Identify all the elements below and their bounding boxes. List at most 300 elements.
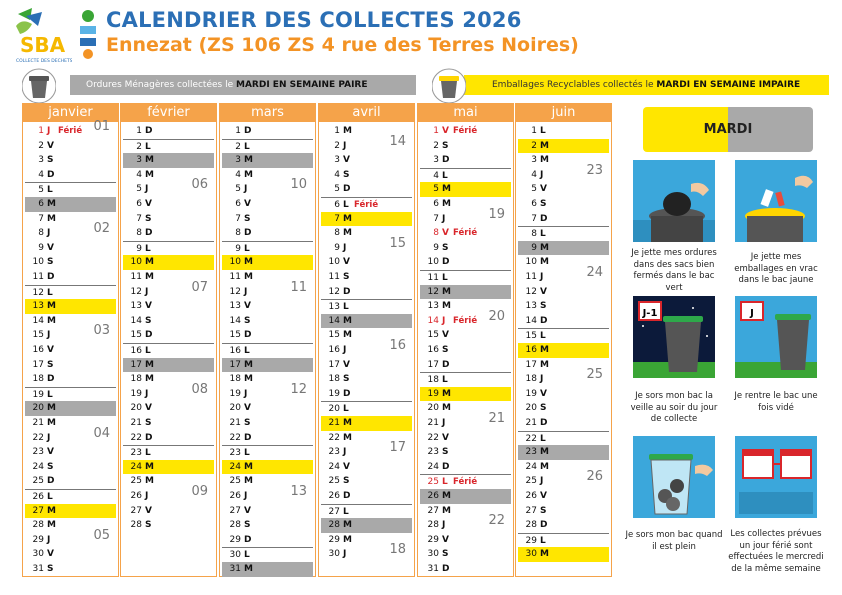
day-number: 12 — [525, 286, 537, 297]
day-letter: V — [540, 388, 547, 399]
caption-bac-plein: Je sors mon bac quand il est plein — [625, 530, 723, 552]
day-number: 12 — [229, 286, 241, 297]
day-number: 24 — [427, 461, 439, 472]
day-row — [518, 265, 609, 285]
day-row — [25, 168, 116, 183]
day-row — [321, 182, 412, 197]
day-number: 5 — [433, 184, 439, 195]
day-row — [420, 533, 511, 548]
day-number: 21 — [32, 418, 44, 428]
day-row — [25, 401, 116, 416]
day-number: 27 — [328, 506, 340, 517]
day-letter: M — [343, 213, 352, 224]
day-row — [321, 416, 412, 431]
day-row — [222, 197, 313, 212]
day-number: 9 — [38, 242, 44, 253]
legend-ordures — [70, 75, 416, 95]
day-row — [420, 270, 511, 286]
month-1 — [120, 103, 217, 577]
day-row — [25, 153, 116, 168]
day-letter: V — [540, 286, 547, 297]
day-letter: J — [540, 476, 544, 487]
day-row — [518, 139, 609, 154]
day-letter: M — [442, 286, 451, 297]
day-row — [420, 255, 511, 270]
month-4 — [417, 103, 514, 577]
day-letter: L — [145, 448, 151, 459]
day-number: 16 — [229, 346, 241, 356]
day-letter: S — [540, 199, 547, 209]
day-letter: M — [47, 213, 56, 224]
day-number: 17 — [130, 359, 142, 370]
day-number: 5 — [136, 184, 142, 195]
day-row — [420, 343, 511, 358]
day-letter: S — [145, 418, 152, 428]
day-letter: L — [47, 287, 53, 298]
day-letter: D — [540, 418, 548, 428]
week-number: 24 — [586, 265, 603, 280]
day-letter: M — [442, 505, 451, 516]
day-letter: L — [442, 273, 448, 283]
day-number: 27 — [130, 505, 142, 516]
week-number: 17 — [389, 440, 406, 456]
day-letter: J — [244, 184, 248, 195]
day-row — [321, 168, 412, 183]
day-letter: V — [343, 359, 350, 370]
day-row — [222, 445, 313, 461]
day-row — [222, 255, 313, 270]
day-letter: V — [47, 447, 54, 458]
day-number: 26 — [328, 491, 340, 501]
day-letter: J — [47, 228, 51, 239]
day-row — [222, 226, 313, 241]
page-subtitle: Ennezat (ZS 106 ZS 4 rue des Terres Noires) — [106, 34, 579, 56]
day-row — [25, 445, 116, 460]
day-letter: L — [145, 243, 151, 254]
caption-recyclables: Je jette mes emballages en vrac dans le bac jaune — [734, 252, 818, 285]
day-letter: S — [47, 461, 54, 472]
week-number: 02 — [93, 221, 110, 237]
day-row — [518, 504, 609, 519]
day-letter: J — [343, 140, 347, 151]
day-number: 12 — [328, 286, 340, 297]
day-row — [25, 139, 116, 154]
day-letter: S — [442, 549, 449, 560]
day-number: 8 — [136, 228, 142, 239]
day-letter: S — [343, 374, 350, 385]
day-number: 18 — [229, 374, 241, 385]
day-number: 16 — [32, 345, 44, 355]
day-number: 16 — [525, 345, 537, 355]
day-number: 9 — [334, 242, 340, 253]
day-row — [25, 474, 116, 489]
day-number: 15 — [32, 330, 44, 341]
day-number: 1 — [136, 126, 142, 136]
day-number: 8 — [334, 228, 340, 239]
day-number: 21 — [328, 418, 340, 428]
week-number: 22 — [488, 513, 505, 529]
month-header: mai — [418, 104, 513, 122]
day-number: 17 — [525, 359, 537, 370]
day-number: 26 — [130, 491, 142, 501]
day-row — [123, 153, 214, 168]
logo-text: SBA — [20, 33, 66, 57]
day-row — [518, 162, 609, 183]
day-number: 7 — [235, 213, 241, 224]
day-row — [222, 484, 313, 504]
day-number: 23 — [130, 448, 142, 459]
day-number: 1 — [235, 126, 241, 136]
week-number: 26 — [586, 469, 603, 485]
day-number: 22 — [229, 432, 241, 443]
day-number: 22 — [328, 432, 340, 443]
day-number: 17 — [32, 359, 44, 370]
day-number: 6 — [235, 199, 241, 209]
day-letter: S — [442, 447, 449, 458]
day-number: 26 — [32, 492, 44, 502]
day-number: 2 — [334, 140, 340, 151]
caption-rentrer-bac: Je rentre le bac une fois vidé — [734, 391, 818, 413]
day-row — [518, 328, 609, 344]
day-row — [321, 358, 412, 373]
day-number: 28 — [525, 520, 537, 531]
day-number: 6 — [136, 199, 142, 209]
day-letter: J — [47, 432, 51, 443]
day-number: 23 — [427, 447, 439, 458]
day-row — [25, 197, 116, 212]
day-number: 15 — [328, 330, 340, 341]
day-letter: M — [343, 432, 352, 443]
day-number: 11 — [130, 272, 142, 282]
day-number: 18 — [427, 375, 439, 386]
day-number: 23 — [229, 448, 241, 459]
day-letter: L — [540, 433, 546, 444]
day-number: 12 — [32, 287, 44, 298]
day-letter: V — [442, 228, 449, 239]
day-row — [420, 168, 511, 184]
day-number: 11 — [525, 272, 537, 282]
day-number: 31 — [32, 564, 44, 574]
day-row — [25, 425, 116, 446]
day-number: 17 — [427, 359, 439, 370]
day-letter: V — [244, 505, 251, 516]
day-number: 16 — [328, 345, 340, 355]
day-number: 3 — [136, 155, 142, 166]
day-letter: J — [343, 447, 347, 458]
day-letter: J — [244, 388, 248, 399]
day-number: 14 — [32, 315, 44, 326]
day-letter: M — [145, 169, 154, 180]
day-letter: S — [244, 315, 251, 326]
day-letter: D — [47, 374, 55, 385]
day-letter: V — [145, 403, 152, 414]
day-row — [518, 533, 609, 549]
day-number: 2 — [433, 140, 439, 151]
day-letter: V — [145, 505, 152, 516]
day-letter: M — [244, 564, 253, 574]
month-5 — [515, 103, 612, 577]
recyclables-illustration — [735, 160, 817, 242]
day-letter: V — [145, 301, 152, 312]
collection-day-label: MARDI — [703, 122, 753, 137]
day-letter: V — [442, 126, 449, 136]
holiday-label: Férié — [453, 315, 478, 326]
day-row — [25, 255, 116, 270]
day-number: 1 — [433, 126, 439, 136]
day-number: 8 — [38, 228, 44, 239]
day-letter: J — [145, 286, 149, 297]
day-letter: V — [47, 140, 54, 151]
day-number: 5 — [38, 185, 44, 196]
day-letter: J — [145, 491, 149, 501]
day-number: 2 — [531, 140, 537, 151]
week-number: 09 — [191, 484, 208, 499]
week-number: 23 — [586, 162, 603, 178]
day-number: 14 — [229, 315, 241, 326]
day-number: 16 — [130, 346, 142, 356]
day-row — [420, 153, 511, 168]
day-number: 8 — [235, 228, 241, 239]
day-row — [518, 226, 609, 242]
day-number: 11 — [32, 272, 44, 282]
day-row — [222, 328, 313, 343]
day-row — [123, 255, 214, 270]
day-letter: M — [540, 242, 549, 253]
day-row — [123, 226, 214, 241]
day-letter: J — [442, 520, 446, 531]
month-0 — [22, 103, 119, 577]
day-letter: L — [442, 375, 448, 386]
day-number: 31 — [229, 564, 241, 574]
day-number: 7 — [334, 213, 340, 224]
day-number: 7 — [433, 213, 439, 224]
day-row — [123, 518, 214, 533]
day-number: 7 — [531, 213, 537, 224]
day-letter: M — [343, 315, 352, 326]
legend-recyclables-text: Emballages Recyclables collectés le — [492, 80, 657, 90]
day-letter: M — [145, 272, 154, 282]
day-number: 28 — [32, 520, 44, 531]
day-number: 10 — [32, 257, 44, 268]
day-number: 3 — [433, 155, 439, 166]
day-number: 2 — [136, 141, 142, 152]
day-row — [420, 124, 511, 139]
day-number: 16 — [427, 345, 439, 355]
day-letter: M — [540, 359, 549, 370]
day-number: 13 — [525, 301, 537, 312]
day-number: 22 — [32, 432, 44, 443]
day-number: 15 — [427, 330, 439, 341]
day-letter: M — [145, 257, 154, 268]
day-letter: M — [442, 301, 451, 312]
bin-night-illustration — [633, 296, 715, 378]
day-number: 25 — [32, 476, 44, 487]
day-number: 10 — [525, 257, 537, 268]
day-number: 5 — [235, 184, 241, 195]
day-row — [518, 518, 609, 533]
week-number: 10 — [290, 177, 307, 193]
day-number: 23 — [525, 447, 537, 458]
day-letter: D — [244, 432, 252, 443]
bin-return-illustration — [735, 296, 817, 378]
day-letter: D — [442, 359, 450, 370]
day-letter: V — [442, 330, 449, 341]
day-number: 17 — [328, 359, 340, 370]
day-letter: L — [244, 448, 250, 459]
day-letter: M — [145, 374, 154, 385]
day-number: 29 — [525, 535, 537, 546]
day-letter: L — [540, 126, 546, 136]
sba-logo — [12, 6, 72, 64]
day-row — [518, 182, 609, 197]
day-letter: D — [343, 184, 351, 195]
day-letter: M — [47, 403, 56, 414]
day-row — [123, 177, 214, 197]
day-letter: D — [244, 534, 252, 545]
day-row — [321, 255, 412, 270]
day-number: 30 — [229, 550, 241, 561]
day-row — [222, 212, 313, 227]
day-row — [222, 343, 313, 359]
day-row — [25, 343, 116, 358]
day-number: 28 — [130, 520, 142, 531]
day-letter: M — [244, 257, 253, 268]
page-title: CALENDRIER DES COLLECTES 2026 — [106, 8, 522, 32]
day-letter: M — [47, 520, 56, 531]
day-letter: J — [442, 315, 446, 326]
day-row — [123, 343, 214, 359]
day-number: 22 — [427, 432, 439, 443]
week-number: 01 — [93, 119, 110, 134]
day-letter: M — [244, 461, 253, 472]
day-row — [321, 212, 412, 227]
grey-bin-icon — [22, 68, 56, 104]
day-row — [321, 270, 412, 285]
day-row — [222, 381, 313, 402]
day-row — [321, 504, 412, 520]
day-number: 7 — [136, 213, 142, 224]
day-number: 5 — [531, 184, 537, 195]
day-number: 2 — [38, 140, 44, 151]
day-row — [123, 314, 214, 329]
day-letter: L — [47, 492, 53, 502]
day-number: 19 — [427, 388, 439, 399]
month-header: janvier — [23, 104, 118, 122]
logo-subtext: COLLECTE DES DECHETS — [16, 59, 72, 64]
day-row — [321, 133, 412, 154]
day-row — [25, 387, 116, 403]
day-number: 4 — [235, 169, 241, 180]
day-row — [25, 299, 116, 314]
day-row — [420, 411, 511, 431]
day-row — [420, 562, 511, 577]
day-row — [222, 177, 313, 197]
day-number: 6 — [38, 199, 44, 209]
day-letter: S — [47, 155, 54, 166]
week-number: 18 — [389, 542, 406, 558]
day-letter: J — [442, 213, 446, 224]
day-letter: J — [442, 418, 446, 428]
holiday-label: Férié — [453, 126, 478, 136]
day-number: 23 — [32, 447, 44, 458]
day-letter: M — [540, 447, 549, 458]
week-number: 12 — [290, 381, 307, 397]
day-letter: L — [145, 346, 151, 356]
week-number: 05 — [93, 527, 110, 543]
day-row — [420, 139, 511, 154]
week-number: 04 — [93, 425, 110, 441]
day-number: 28 — [229, 520, 241, 531]
day-row — [123, 241, 214, 257]
day-letter: S — [343, 169, 350, 180]
day-row — [321, 372, 412, 387]
day-letter: J — [47, 330, 51, 341]
day-letter: D — [343, 491, 351, 501]
day-row — [222, 533, 313, 548]
day-number: 7 — [38, 213, 44, 224]
day-number: 13 — [328, 302, 340, 313]
day-row — [222, 401, 313, 416]
day-number: 1 — [38, 126, 44, 136]
day-number: 31 — [427, 564, 439, 574]
day-letter: S — [540, 301, 547, 312]
day-number: 6 — [531, 199, 537, 209]
day-number: 12 — [427, 286, 439, 297]
day-letter: M — [244, 155, 253, 166]
month-2 — [219, 103, 316, 577]
day-number: 19 — [32, 389, 44, 400]
day-number: 18 — [525, 374, 537, 385]
day-number: 13 — [32, 301, 44, 312]
day-row — [25, 119, 116, 139]
day-row — [25, 323, 116, 343]
day-row — [518, 367, 609, 387]
day-number: 24 — [229, 461, 241, 472]
day-number: 20 — [427, 403, 439, 414]
day-number: 5 — [334, 184, 340, 195]
day-letter: S — [244, 520, 251, 531]
day-number: 30 — [525, 549, 537, 560]
day-number: 6 — [433, 199, 439, 209]
day-letter: L — [343, 302, 349, 313]
week-number: 08 — [191, 381, 208, 397]
legend-ordures-day: MARDI EN SEMAINE PAIRE — [236, 80, 368, 90]
day-letter: D — [343, 286, 351, 297]
day-row — [222, 460, 313, 475]
day-row — [518, 285, 609, 300]
week-number: 20 — [488, 308, 505, 324]
legend-recyclables-day: MARDI EN SEMAINE IMPAIRE — [656, 80, 801, 90]
day-row — [420, 285, 511, 300]
day-row — [321, 387, 412, 402]
day-letter: L — [343, 200, 349, 210]
day-row — [420, 241, 511, 256]
day-number: 19 — [525, 388, 537, 399]
day-letter: M — [442, 388, 451, 399]
trash-bag-illustration — [633, 160, 715, 242]
day-row — [123, 381, 214, 402]
day-row — [222, 124, 313, 139]
day-row — [222, 416, 313, 431]
week-number: 25 — [586, 367, 603, 383]
day-number: 15 — [130, 330, 142, 341]
day-number: 25 — [525, 476, 537, 487]
day-row — [25, 527, 116, 548]
day-row — [222, 153, 313, 168]
week-number: 21 — [488, 411, 505, 426]
day-number: 29 — [427, 534, 439, 545]
day-number: 20 — [328, 404, 340, 415]
